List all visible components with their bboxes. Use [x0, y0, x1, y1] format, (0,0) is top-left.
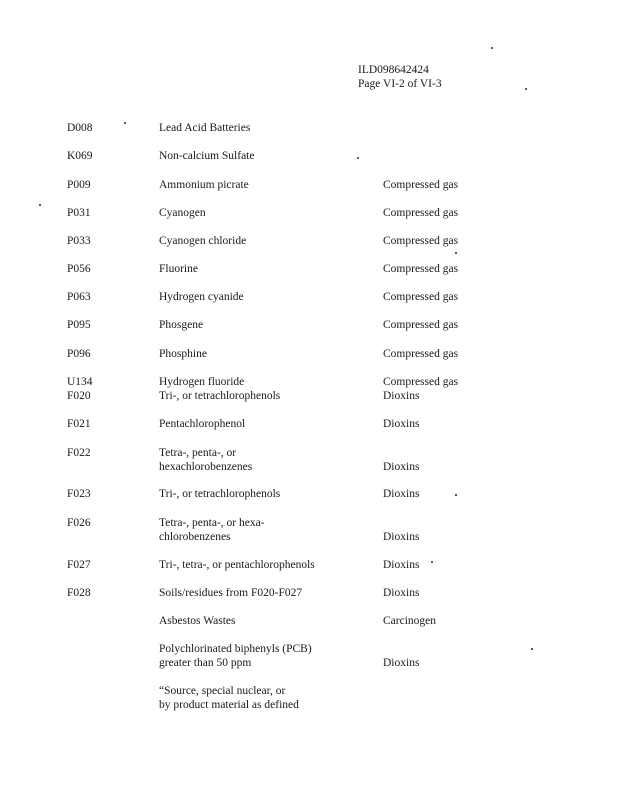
waste-description: [159, 642, 374, 670]
waste-description: [159, 586, 374, 600]
hazard-note: Dioxins: [383, 461, 420, 473]
waste-description-line: Hydrogen fluoride: [159, 376, 245, 388]
waste-description: [159, 417, 374, 431]
waste-description-line: Non-calcium Sulfate: [159, 150, 255, 162]
waste-description: [159, 318, 374, 332]
waste-description-line: Cyanogen chloride: [159, 235, 247, 247]
waste-code: F020: [67, 390, 91, 402]
waste-description-line: Fluorine: [159, 263, 198, 275]
waste-description: [159, 684, 374, 712]
waste-description-line: greater than 50 ppm: [159, 657, 252, 669]
waste-code: K069: [67, 150, 93, 162]
waste-description-line: hexachlorobenzenes: [159, 461, 253, 473]
waste-description: [159, 446, 374, 474]
waste-code: F021: [67, 418, 91, 430]
waste-description-line: “Source, special nuclear, or: [159, 685, 286, 697]
waste-description-line: Phosgene: [159, 319, 204, 331]
waste-code: F022: [67, 447, 91, 459]
waste-description: [159, 516, 374, 544]
waste-description-line: Pentachlorophenol: [159, 418, 246, 430]
waste-description: [159, 149, 374, 163]
waste-description: [159, 178, 374, 192]
waste-code: D008: [67, 122, 93, 134]
waste-description: [159, 234, 374, 248]
waste-description: [159, 375, 374, 389]
hazard-note: Compressed gas: [383, 291, 459, 303]
waste-description: [159, 262, 374, 276]
waste-description-line: Tri-, or tetrachlorophenols: [159, 488, 281, 500]
waste-description-line: chlorobenzenes: [159, 531, 231, 543]
waste-description: [159, 290, 374, 304]
waste-code: P096: [67, 348, 91, 360]
waste-description: [159, 347, 374, 361]
scan-speck: [525, 88, 527, 90]
waste-description: [159, 206, 374, 220]
scan-speck: [455, 494, 457, 496]
scan-speck: [357, 157, 359, 159]
waste-description: [159, 558, 374, 572]
scan-speck: [124, 122, 126, 124]
hazard-note: Compressed gas: [383, 207, 459, 219]
waste-code: F028: [67, 587, 91, 599]
scan-speck: [455, 252, 457, 254]
waste-description-line: Tetra-, penta-, or: [159, 447, 237, 459]
hazard-note: Compressed gas: [383, 376, 459, 388]
waste-description-line: Hydrogen cyanide: [159, 291, 244, 303]
waste-description-line: Soils/residues from F020-F027: [159, 587, 303, 599]
hazard-note: Carcinogen: [383, 615, 437, 627]
waste-code: U134: [67, 376, 93, 388]
waste-description-line: Polychlorinated biphenyls (PCB): [159, 643, 312, 655]
scan-speck: [531, 648, 533, 650]
scan-speck: [431, 561, 433, 563]
waste-description: [159, 614, 374, 628]
waste-description-line: Tetra-, penta-, or hexa-: [159, 517, 265, 529]
hazard-note: Compressed gas: [383, 348, 459, 360]
waste-code: P063: [67, 291, 91, 303]
hazard-note: Compressed gas: [383, 179, 459, 191]
hazard-note: Dioxins: [383, 657, 420, 669]
page-header: [358, 63, 558, 91]
waste-description-line: Asbestos Wastes: [159, 615, 236, 627]
waste-description-line: by product material as defined: [159, 699, 299, 711]
waste-code: F026: [67, 517, 91, 529]
waste-code: P056: [67, 263, 91, 275]
hazard-note: Dioxins: [383, 559, 420, 571]
hazard-note: Dioxins: [383, 488, 420, 500]
waste-code: P033: [67, 235, 91, 247]
hazard-note: Dioxins: [383, 531, 420, 543]
waste-description: [159, 487, 374, 501]
waste-code: P009: [67, 179, 91, 191]
hazard-note: Compressed gas: [383, 319, 459, 331]
waste-description-line: Tri-, tetra-, or pentachlorophenols: [159, 559, 315, 571]
hazard-note: Dioxins: [383, 587, 420, 599]
waste-description: [159, 121, 374, 135]
hazard-note: Dioxins: [383, 418, 420, 430]
hazard-note: Dioxins: [383, 390, 420, 402]
waste-description-line: Tri-, or tetrachlorophenols: [159, 390, 281, 402]
waste-description-line: Ammonium picrate: [159, 179, 249, 191]
waste-code: P031: [67, 207, 91, 219]
page-number: Page VI-2 of VI-3: [358, 78, 442, 90]
waste-code: F027: [67, 559, 91, 571]
waste-code: P095: [67, 319, 91, 331]
waste-code: F023: [67, 488, 91, 500]
hazard-note: Compressed gas: [383, 263, 459, 275]
waste-description: [159, 389, 374, 403]
document-id: ILD098642424: [358, 64, 429, 76]
scan-speck: [491, 47, 493, 49]
waste-description-line: Cyanogen: [159, 207, 206, 219]
waste-description-line: Lead Acid Batteries: [159, 122, 251, 134]
scan-speck: [39, 204, 41, 206]
hazard-note: Compressed gas: [383, 235, 459, 247]
waste-description-line: Phosphine: [159, 348, 207, 360]
